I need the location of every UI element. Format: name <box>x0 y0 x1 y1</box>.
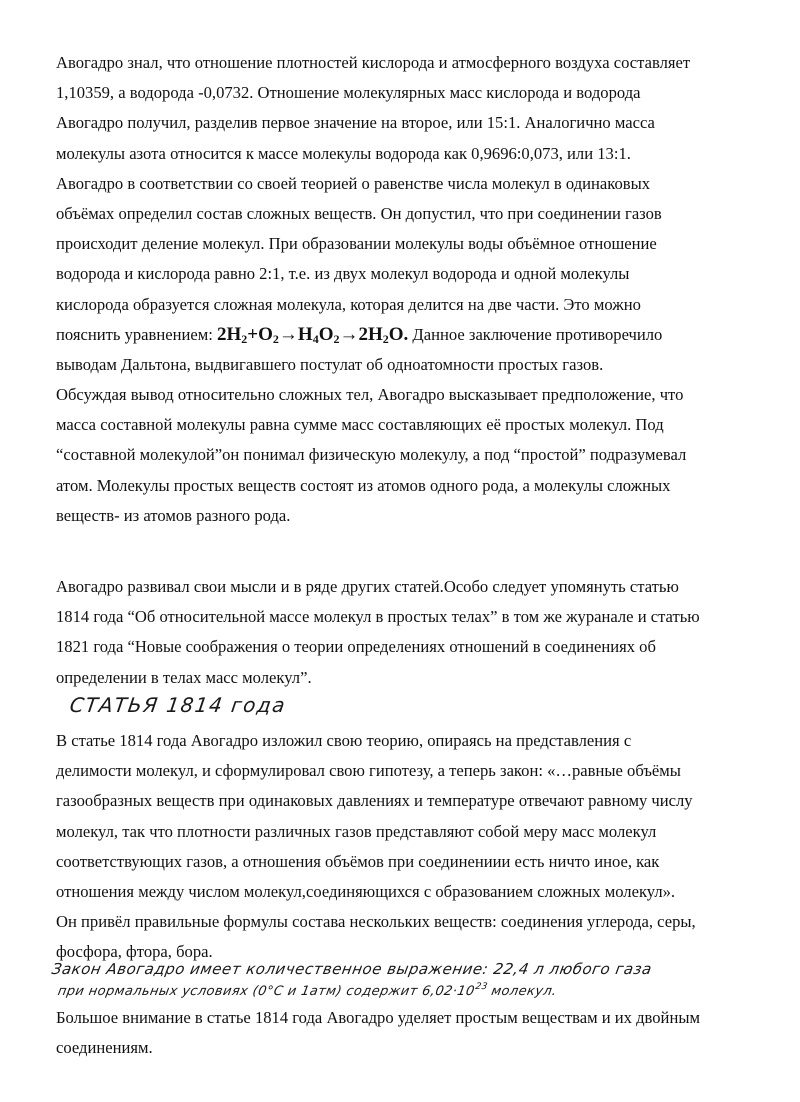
note-text: при нормальных условиях (0°С и 1атм) содержит 6,02·10 <box>56 984 476 999</box>
paragraph-1 <box>56 48 776 531</box>
eq-subscript: 2 <box>333 331 340 346</box>
text-line: Большое внимание в статье 1814 года Авогадро уделяет простым веществам и их двойным <box>56 1008 700 1027</box>
handwritten-note-line-2 <box>57 982 559 999</box>
text-line: масса составной молекулы равна сумме масс составляющих её простых молекул. Под <box>56 415 664 435</box>
text-line: объёмах определил состав сложных веществ. Он допустил, что при соединении газов <box>56 203 662 223</box>
text-line: кислорода образуется сложная молекула, которая делится на две части. Это можно <box>56 294 641 314</box>
eq-part: O. <box>388 323 409 345</box>
text-line: определении в телах масс молекул”. <box>56 667 312 687</box>
water-formation-equation <box>217 324 408 345</box>
text-line: Авогадро получил, разделив первое значение на второе, или 15:1. Аналогично масса <box>56 113 655 133</box>
text-line: делимости молекул, и сформулировал свою гипотезу, а теперь закон: «…равные объёмы <box>56 761 681 781</box>
text-line: водорода и кислорода равно 2:1, т.е. из двух молекул водорода и одной молекулы <box>56 264 630 284</box>
text-line: газообразных веществ при одинаковых давлениях и температуре отвечают равному числу <box>56 791 693 811</box>
paragraph-3 <box>56 726 776 968</box>
note-text: молекул. <box>485 984 558 999</box>
eq-part: →H <box>278 323 313 345</box>
text-line: Авогадро в соответствии со своей теорией о равенстве числа молекул в одинаковых <box>56 173 651 193</box>
text-line: 1,10359, а водорода -0,0732. Отношение молекулярных масс кислорода и водорода <box>56 83 641 103</box>
text-line: В статье 1814 года Авогадро изложил свою теорию, опираясь на представления с <box>56 731 632 750</box>
paragraph-4 <box>56 1003 776 1063</box>
text-line-with-equation <box>56 320 776 350</box>
paragraph-2 <box>56 572 776 693</box>
eq-part: 2H <box>217 323 242 345</box>
text-segment: пояснить уравнением: <box>56 324 218 344</box>
text-segment: Данное заключение противоречило <box>408 324 663 344</box>
text-line: 1814 года “Об относительной массе молекул в простых телах” в том же журанале и статью <box>56 607 700 627</box>
text-line: происходит деление молекул. При образовании молекулы воды объёмное отношение <box>56 234 657 254</box>
text-line: Авогадро развивал свои мысли и в ряде других статей.Особо следует упомянуть статью <box>56 577 679 596</box>
text-line: фосфора, фтора, бора. <box>56 942 213 962</box>
text-line: молекулы азота относится к массе молекулы водорода как 0,9696:0,073, или 13:1. <box>56 143 631 163</box>
text-line: Обсуждая вывод относительно сложных тел, Авогадро высказывает предположение, что <box>56 385 684 405</box>
handwritten-note-line-1: Закон Авогадро имеет количественное выражение: 22,4 л любого газа <box>50 960 654 978</box>
note-exponent: 23 <box>474 982 489 992</box>
handwritten-heading: СТАТЬЯ 1814 года <box>68 693 288 717</box>
text-line: соединениям. <box>56 1038 153 1058</box>
eq-subscript: 2 <box>241 331 248 346</box>
text-line: Авогадро знал, что отношение плотностей кислорода и атмосферного воздуха составляет <box>56 53 691 72</box>
text-line: соответствующих газов, а отношения объёмов при соединениии есть ничто иное, как <box>56 851 660 871</box>
text-line: молекул, так что плотности различных газов представляют собой меру масс молекул <box>56 821 657 841</box>
text-line: “составной молекулой”он понимал физическую молекулу, а под “простой” подразумевал <box>56 445 687 465</box>
text-line: 1821 года “Новые соображения о теории определениях отношений в соединениях об <box>56 637 656 657</box>
eq-part: →2H <box>339 323 383 345</box>
eq-subscript: 2 <box>382 331 389 346</box>
text-line: отношения между числом молекул,соединяющихся с образованием сложных молекул». <box>56 881 676 901</box>
eq-part: +O <box>247 323 273 345</box>
eq-part: O <box>318 323 334 345</box>
text-line: выводам Дальтона, выдвигавшего постулат об одноатомности простых газов. <box>56 354 604 374</box>
text-line: атом. Молекулы простых веществ состоят из атомов одного рода, а молекулы сложных <box>56 475 671 495</box>
eq-subscript: 2 <box>272 331 279 346</box>
text-line: Он привёл правильные формулы состава нескольких веществ: соединения углерода, серы, <box>56 912 696 932</box>
eq-subscript: 4 <box>312 331 319 346</box>
text-line: веществ- из атомов разного рода. <box>56 505 291 525</box>
